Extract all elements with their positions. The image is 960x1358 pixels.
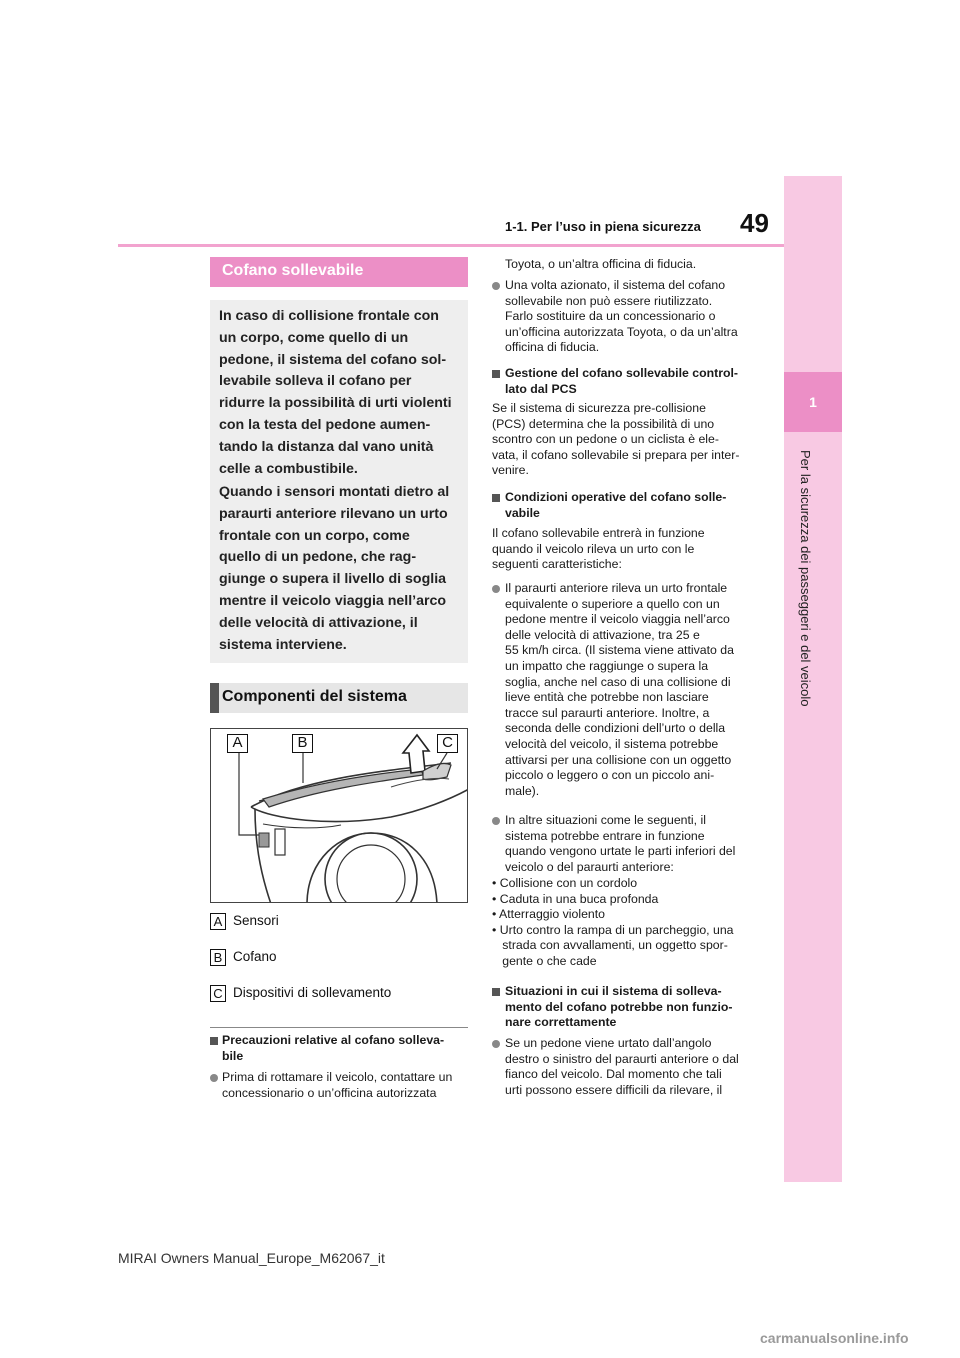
round-bullet-icon	[492, 585, 500, 593]
text-line: Condizioni operative del cofano solle-	[505, 490, 727, 504]
text-line: soglia, anche nel caso di una collisione di	[505, 674, 731, 689]
intro-line: giunge o supera il livello di soglia	[219, 571, 447, 588]
intro-line: delle velocità di attivazione, il	[219, 614, 418, 631]
legend-text: Cofano	[233, 949, 277, 964]
intro-line: In caso di collisione frontale con	[219, 308, 439, 324]
text-line: nare correttamente	[505, 1015, 617, 1030]
text-line: lieve entità che potrebbe non lasciare	[505, 690, 709, 705]
intro-line: con la testa del pedone aumen-	[219, 416, 431, 433]
watermark: carmanualsonline.info	[760, 1330, 909, 1346]
title-bar-mark	[210, 257, 219, 287]
intro-paragraph-2	[219, 482, 464, 656]
text-line: attivarsi per una collisione con un oggetto	[505, 752, 732, 767]
text-line: officina di fiducia.	[505, 340, 600, 355]
intro-line: Quando i sensori montati dietro al	[219, 484, 450, 500]
side-tab-label: Per la sicurezza dei passeggeri e del veicolo	[798, 450, 813, 707]
header-rule	[118, 244, 784, 247]
sub-item: Caduta in una buca profonda	[499, 891, 659, 906]
side-tab-number-text: 1	[809, 394, 817, 410]
text-line: equivalente o superiore a quello con un	[505, 596, 720, 611]
legend-text: Dispositivi di sollevamento	[233, 985, 392, 1000]
bullet-other-situations	[505, 813, 735, 875]
intro-box	[210, 300, 468, 663]
square-bullet-icon	[492, 494, 500, 502]
legend-key: B	[210, 949, 226, 966]
intro-line: quello di un pedone, che rag-	[219, 549, 417, 566]
text-line: piccolo o leggero o con un piccolo ani-	[505, 768, 715, 783]
text-line: Gestione del cofano sollevabile control-	[505, 366, 739, 380]
intro-line: un corpo, come quello di un	[219, 329, 409, 346]
text-line: Una volta azionato, il sistema del cofano	[505, 278, 726, 292]
page-number: 49	[740, 208, 769, 238]
intro-paragraph-1	[219, 306, 464, 480]
legend-text: Sensori	[233, 913, 279, 928]
text-line: quando vengono urtate le parti inferiori del	[505, 844, 736, 859]
text-line: Situazioni in cui il sistema di solleva-	[505, 984, 722, 998]
round-bullet-icon	[492, 817, 500, 825]
sub-list: • Collisione con un cordolo • Caduta in una buca profonda • Atterraggio violento • Urto contro la rampa di un parcheggio, una strada con avvallamenti, un oggetto spor- gente o che cade	[492, 876, 734, 968]
legend-key: A	[210, 913, 226, 930]
continued-line: Toyota, o un’altra officina di fiducia.	[505, 257, 697, 271]
sub-item: Atterraggio violento	[499, 907, 605, 922]
text-line: seconda delle condizioni dell’urto o della	[505, 721, 726, 736]
text-line: destro o sinistro del paraurti anteriore o dal	[505, 1051, 739, 1066]
text-line: Precauzioni relative al cofano solleva-	[222, 1033, 445, 1047]
components-title-bar	[210, 683, 468, 713]
text-line: sistema potrebbe entrare in funzione	[505, 828, 705, 843]
title-bar-mark	[210, 683, 219, 713]
legend-key: C	[210, 985, 226, 1002]
intro-line: sistema interviene.	[219, 636, 347, 653]
sub-item-cont: gente o che cade	[502, 953, 597, 968]
text-line: scontro con un pedone o un ciclista è ele-	[492, 432, 719, 447]
text-line: bile	[222, 1048, 244, 1063]
intro-line: pedone, il sistema del cofano sol-	[219, 351, 447, 368]
failure-title	[505, 984, 732, 1031]
intro-line: frontale con un corpo, come	[219, 527, 410, 544]
text-line: Se il sistema di sicurezza pre-collisione	[492, 401, 706, 415]
text-line: venire.	[492, 463, 529, 478]
conditions-body	[492, 526, 705, 573]
car-front-illustration	[211, 729, 468, 903]
divider	[210, 1027, 468, 1028]
side-tab	[784, 176, 842, 1182]
section-title-bar	[210, 257, 468, 287]
text-line: mento del cofano potrebbe non funzio-	[505, 999, 733, 1014]
text-line: veicolo o del paraurti anteriore:	[505, 859, 674, 874]
text-line: Farlo sostituire da un concessionario o	[505, 309, 716, 324]
intro-line: tando la distanza dal vano unità	[219, 438, 434, 455]
text-line: 55 km/h circa. (Il sistema viene attivato da	[505, 643, 734, 658]
text-line: Prima di rottamare il veicolo, contattare un	[222, 1070, 453, 1084]
pcs-body	[492, 401, 739, 479]
text-line: pedone mentre il veicolo viaggia nell’arco	[505, 612, 730, 627]
sub-item-cont: strada con avvallamenti, un oggetto spor-	[502, 938, 728, 953]
text-line: Il cofano sollevabile entrerà in funzione	[492, 526, 705, 540]
precautions-title	[222, 1033, 444, 1064]
text-line: velocità del veicolo, il sistema potrebbe	[505, 736, 719, 751]
section-title: Cofano sollevabile	[222, 262, 364, 279]
text-line: sollevabile non può essere riutilizzato.	[505, 293, 713, 308]
text-line: un’officina autorizzata Toyota, o da un’altra	[505, 324, 738, 339]
square-bullet-icon	[492, 370, 500, 378]
text-line: lato dal PCS	[505, 381, 577, 396]
intro-line: ridurre la possibilità di urti violenti	[219, 395, 452, 412]
conditions-title	[505, 490, 726, 521]
text-line: Il paraurti anteriore rileva un urto frontale	[505, 581, 728, 595]
round-bullet-icon	[210, 1074, 218, 1082]
pcs-title	[505, 366, 738, 397]
text-line: urti possono essere difficili da rilevare, il	[505, 1082, 723, 1097]
text-line: In altre situazioni come le seguenti, il	[505, 813, 706, 827]
bullet-pedestrian-corner	[505, 1036, 739, 1098]
round-bullet-icon	[492, 282, 500, 290]
bullet-frontal-impact	[505, 581, 734, 799]
side-tab-number	[784, 372, 842, 432]
square-bullet-icon	[210, 1037, 218, 1045]
figure-label-b: B	[292, 734, 313, 753]
sub-item: Urto contro la rampa di un parcheggio, una	[499, 922, 734, 937]
text-line: Se un pedone viene urtato dall’angolo	[505, 1036, 712, 1050]
intro-line: celle a combustibile.	[219, 460, 358, 477]
hood-diagram	[210, 728, 468, 903]
text-line: delle velocità di attivazione, tra 25 e	[505, 627, 700, 642]
text-line: (PCS) determina che la possibilità di uno	[492, 416, 715, 431]
intro-line: mentre il veicolo viaggia nell’arco	[219, 592, 447, 609]
precautions-bullet	[222, 1070, 452, 1101]
footer-manual-id: MIRAI Owners Manual_Europe_M62067_it	[118, 1250, 385, 1266]
figure-label-c: C	[437, 734, 458, 753]
text-line: un impatto che raggiunge o supera la	[505, 658, 709, 673]
text-line: vata, il cofano sollevabile si prepara per inter-	[492, 447, 740, 462]
text-line: seguenti caratteristiche:	[492, 557, 622, 572]
text-line: vabile	[505, 505, 540, 520]
bullet-reuse	[505, 278, 738, 356]
text-line: tracce sul paraurti anteriore. Inoltre, a	[505, 705, 710, 720]
text-line: fianco del veicolo. Dal momento che tali	[505, 1067, 722, 1082]
round-bullet-icon	[492, 1040, 500, 1048]
figure-label-a: A	[227, 734, 248, 753]
text-line: quando il veicolo rileva un urto con le	[492, 541, 695, 556]
text-line: male).	[505, 783, 540, 798]
text-line: concessionario o un’officina autorizzata	[222, 1085, 437, 1100]
square-bullet-icon	[492, 988, 500, 996]
intro-line: levabile solleva il cofano per	[219, 373, 412, 390]
sub-item: Collisione con un cordolo	[499, 876, 638, 890]
components-title: Componenti del sistema	[222, 688, 407, 705]
section-header: 1-1. Per l’uso in piena sicurezza	[505, 219, 701, 234]
intro-line: paraurti anteriore rilevano un urto	[219, 505, 448, 522]
